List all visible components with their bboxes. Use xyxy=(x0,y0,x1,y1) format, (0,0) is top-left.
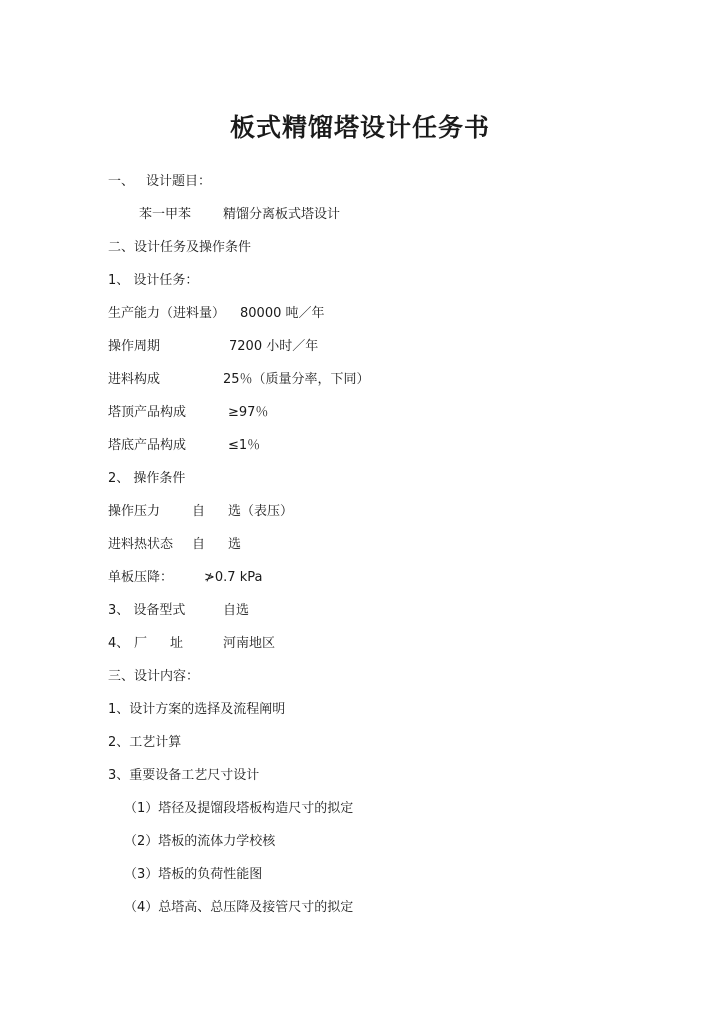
item-3-value: 自选 xyxy=(223,603,250,618)
top-product-value: ≥97％ xyxy=(228,405,269,420)
pressure-label: 操作压力 xyxy=(108,504,161,519)
capacity-label: 生产能力（进料量） xyxy=(108,306,226,321)
bottom-product-value: ≤1％ xyxy=(228,438,261,453)
top-product-label: 塔顶产品构成 xyxy=(108,405,187,420)
content-item-2: 2、工艺计算 xyxy=(108,735,182,750)
content-subitem-3: （3）塔板的负荷性能图 xyxy=(124,867,263,882)
section-1-number: 一、 xyxy=(108,174,135,189)
section-2-heading: 二、设计任务及操作条件 xyxy=(108,240,252,255)
thermal-state-label: 进料热状态 xyxy=(108,537,174,552)
item-4-label-part-1: 厂 xyxy=(134,636,148,651)
item-1-heading: 1、 设计任务： xyxy=(108,273,199,288)
item-3-label: 3、 设备型式 xyxy=(108,603,186,618)
bottom-product-label: 塔底产品构成 xyxy=(108,438,187,453)
feed-label: 进料构成 xyxy=(108,372,161,387)
item-4-label-part-2: 址 xyxy=(170,636,184,651)
document-title: 板式精馏塔设计任务书 xyxy=(229,113,490,142)
design-topic-system: 苯一甲苯 xyxy=(139,207,192,222)
thermal-state-value-part-2: 选 xyxy=(228,537,242,552)
pressure-value-part-2: 选（表压） xyxy=(228,504,294,519)
feed-value: 25％（质量分率，下同） xyxy=(223,372,370,387)
content-subitem-2: （2）塔板的流体力学校核 xyxy=(124,834,276,849)
capacity-value: 80000 吨／年 xyxy=(240,306,325,321)
item-4-number: 4、 xyxy=(108,636,130,651)
pressure-drop-label: 单板压降： xyxy=(108,570,174,585)
thermal-state-value-part-1: 自 xyxy=(192,537,206,552)
period-label: 操作周期 xyxy=(108,339,161,354)
section-1-label: 设计题目： xyxy=(146,174,212,189)
pressure-drop-value: ≯0.7 kPa xyxy=(204,570,263,585)
pressure-value-part-1: 自 xyxy=(192,504,206,519)
content-item-3: 3、重要设备工艺尺寸设计 xyxy=(108,768,260,783)
design-topic-name: 精馏分离板式塔设计 xyxy=(223,207,341,222)
content-subitem-4: （4）总塔高、总压降及接管尺寸的拟定 xyxy=(124,900,354,915)
section-3-heading: 三、设计内容： xyxy=(108,669,200,684)
content-item-1: 1、设计方案的选择及流程阐明 xyxy=(108,702,286,717)
period-value: 7200 小时／年 xyxy=(229,339,319,354)
content-subitem-1: （1）塔径及提馏段塔板构造尺寸的拟定 xyxy=(124,801,354,816)
item-2-heading: 2、 操作条件 xyxy=(108,471,186,486)
item-4-value: 河南地区 xyxy=(223,636,276,651)
